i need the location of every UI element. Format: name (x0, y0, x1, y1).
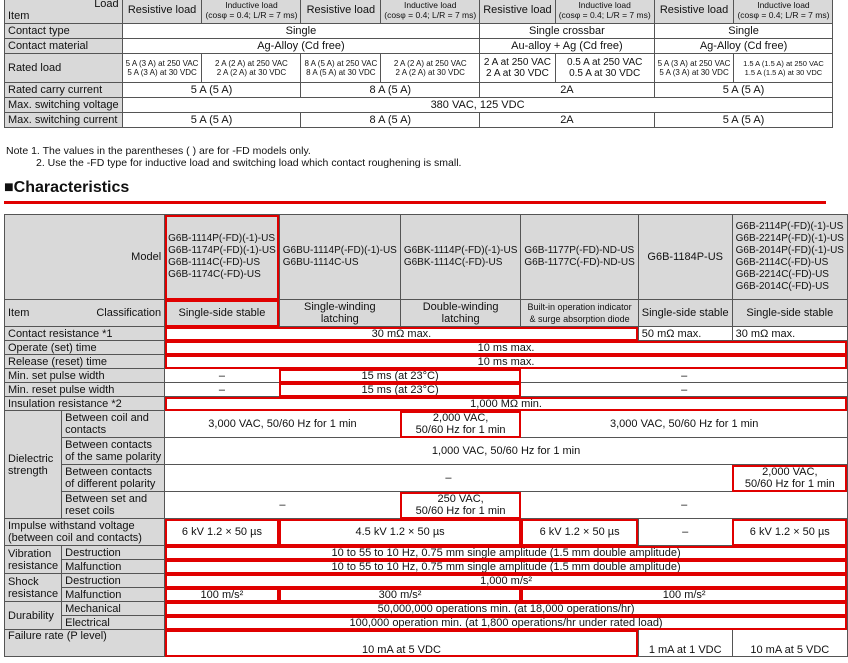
row-label: Max. switching current (5, 113, 123, 128)
cell (381, 54, 480, 83)
cell-line: 50/60 Hz for 1 min (744, 478, 835, 490)
cell (555, 54, 654, 83)
section-title: ■Characteristics (4, 179, 130, 196)
cell: 10 ms max. (165, 341, 848, 355)
impulse-row (5, 519, 848, 546)
note-2: 2. Use the -FD type for inductive load and switching load which contact roughening is small. (36, 157, 462, 169)
model-name: G6B-2214C(-FD)-US (735, 269, 829, 280)
model-cell-2 (279, 215, 400, 300)
cell-line: 2,000 VAC, (762, 466, 818, 478)
cell (202, 54, 301, 83)
row-label (5, 519, 165, 546)
cell-line: 2 A at 30 VDC (486, 68, 549, 79)
sub-label: Electrical (62, 616, 165, 630)
cell: – (165, 369, 280, 383)
cell: 10 mA at 5 VDC (732, 630, 847, 657)
cell: 30 mΩ max. (732, 327, 847, 341)
characteristics-table (4, 214, 848, 657)
cell: 3,000 VAC, 50/60 Hz for 1 min (165, 411, 401, 438)
cell: 1,000 MΩ min. (165, 397, 848, 411)
inductive-header (381, 0, 480, 24)
cell (301, 54, 381, 83)
model-cell-6 (732, 215, 847, 300)
cell: 8 A (5 A) (301, 83, 480, 98)
row-label-line: strength (8, 464, 48, 477)
row-label: Rated carry current (5, 83, 123, 98)
sub-label-line: reset coils (65, 505, 115, 517)
inductive-header-line1: Inductive load (578, 0, 631, 10)
classification-cell (279, 300, 400, 327)
resistive-header: Resistive load (480, 0, 555, 24)
note-1: Note 1. The values in the parentheses ( ) are for -FD models only. (6, 145, 311, 157)
cell: 5 A (5 A) (654, 83, 833, 98)
cell-line: 8 A (5 A) at 250 VAC (304, 59, 378, 68)
sub-label: Mechanical (62, 602, 165, 616)
dielectric-same-polarity-row (5, 438, 848, 465)
resistive-header: Resistive load (122, 0, 202, 24)
sub-label-line: Between contacts (65, 466, 152, 478)
release-time-row (5, 355, 848, 369)
cell: – (638, 519, 732, 546)
cell-line: 5 A (3 A) at 30 VDC (659, 68, 729, 77)
model-name: G6BU-1114C-US (282, 257, 359, 268)
cell: 8 A (5 A) (301, 113, 480, 128)
cell: 15 ms (at 23°C) (279, 369, 521, 383)
row-label: Contact material (5, 39, 123, 54)
cell (400, 492, 521, 519)
vibration-malfunction-row (5, 560, 848, 574)
classification-line: Single-winding (304, 301, 376, 313)
cell-line: 8 A (5 A) at 30 VDC (306, 68, 376, 77)
classification-header: Classification (96, 307, 162, 319)
min-set-pulse-row (5, 369, 848, 383)
row-label (5, 411, 62, 519)
cell: 3,000 VAC, 50/60 Hz for 1 min (521, 411, 848, 438)
cell: 1,000 VAC, 50/60 Hz for 1 min (165, 438, 848, 465)
model-name: G6B-1174P(-FD)(-1)-US (168, 245, 276, 256)
sub-label-line: Between set and (65, 493, 148, 505)
row-label: Failure rate (P level) (5, 630, 165, 657)
cell: – (165, 383, 280, 397)
model-name: G6B-2214P(-FD)(-1)-US (735, 233, 844, 244)
classification-cell: Single-side stable (732, 300, 847, 327)
row-label-line: resistance (8, 587, 59, 600)
cell: 380 VAC, 125 VDC (122, 98, 833, 113)
sub-label-line: Between contacts (65, 439, 152, 451)
cell-line: 2 A (2 A) at 250 VAC (215, 59, 288, 68)
classification-cell (521, 300, 638, 327)
resistive-header: Resistive load (301, 0, 381, 24)
cell: 50 mΩ max. (638, 327, 732, 341)
cell-line: 5 A (3 A) at 250 VAC (657, 59, 731, 68)
row-label-line: Shock (8, 575, 39, 588)
inductive-header-line1: Inductive load (225, 0, 278, 10)
cell: 1,000 m/s² (165, 574, 848, 588)
cell: 5 A (5 A) (122, 83, 301, 98)
cell (732, 465, 847, 492)
model-cell-5 (638, 215, 732, 300)
cell: 2A (480, 113, 654, 128)
classification-line: Double-winding (422, 301, 499, 313)
model-name: G6B-1184P-US (647, 251, 723, 263)
row-label: Operate (set) time (5, 341, 165, 355)
cell (400, 411, 521, 438)
sub-label: Destruction (62, 546, 165, 560)
cell-line: 2,000 VAC, (432, 412, 489, 424)
dielectric-diff-polarity-row (5, 465, 848, 492)
sub-label: Destruction (62, 574, 165, 588)
row-label-line: Dielectric (8, 452, 54, 465)
cell: 10 to 55 to 10 Hz, 0.75 mm single amplitude (1.5 mm double amplitude) (165, 560, 848, 574)
cell: Ag-Alloy (Cd free) (654, 39, 833, 54)
row-label-line: Impulse withstand voltage (8, 520, 135, 532)
sub-label (62, 438, 165, 465)
classification-line: latching (320, 313, 359, 325)
cell-line: 0.5 A at 30 VDC (569, 68, 641, 79)
row-label: Rated load (5, 54, 123, 83)
cell: – (521, 369, 848, 383)
cell: 15 ms (at 23°C) (279, 383, 521, 397)
cell (122, 54, 202, 83)
sub-label: Malfunction (62, 588, 165, 602)
cell: – (165, 465, 732, 492)
cell: 300 m/s² (279, 588, 521, 602)
cell: Single crossbar (480, 24, 654, 39)
sub-label (62, 411, 165, 438)
cell (734, 54, 833, 83)
classification-line: latching (441, 313, 480, 325)
sub-label-line: of the same polarity (65, 451, 162, 463)
cell: 2A (480, 83, 654, 98)
inductive-header-line2: (cosφ = 0.4; L/R = 7 ms) (737, 10, 830, 20)
cell-line: 2 A (2 A) at 30 VDC (216, 68, 287, 77)
cell-line: 1.5 A (1.5 A) at 250 VAC (743, 59, 824, 68)
row-label: Insulation resistance *2 (5, 397, 165, 411)
cell-line: 1.5 A (1.5 A) at 30 VDC (744, 68, 823, 77)
contacts-table (4, 0, 833, 128)
cell-line: 5 A (3 A) at 30 VDC (127, 68, 197, 77)
row-label: Durability (5, 602, 62, 630)
dielectric-coil-contacts-row (5, 411, 848, 438)
cell: Single (122, 24, 480, 39)
model-name: G6B-2114C(-FD)-US (735, 257, 829, 268)
row-label: Contact resistance *1 (5, 327, 165, 341)
cell: 50,000,000 operations min. (at 18,000 operations/hr) (165, 602, 848, 616)
inductive-header-line1: Inductive load (403, 0, 457, 10)
row-label (5, 574, 62, 602)
row-label-line: resistance (8, 559, 59, 572)
model-cell-1 (165, 215, 280, 300)
cell (480, 54, 555, 83)
cell-line: 50/60 Hz for 1 min (415, 505, 506, 517)
sub-label-line: of different polarity (65, 478, 156, 490)
item-header: Item (8, 10, 30, 22)
row-label-line: (between coil and contacts) (8, 532, 142, 544)
model-row (5, 215, 848, 300)
durability-electrical-row (5, 616, 848, 630)
classification-row (5, 300, 848, 327)
contact-resistance-row (5, 327, 848, 341)
min-reset-pulse-row (5, 383, 848, 397)
cell-line: 2 A (2 A) at 30 VDC (395, 68, 465, 77)
cell: 6 kV 1.2 × 50 µs (732, 519, 847, 546)
model-name: G6B-2014P(-FD)(-1)-US (735, 245, 844, 256)
row-label: Release (reset) time (5, 355, 165, 369)
model-name: G6B-1114P(-FD)(-1)-US (168, 233, 276, 244)
inductive-header (202, 0, 301, 24)
sub-label: Malfunction (62, 560, 165, 574)
cell: 1 mA at 1 VDC (638, 630, 732, 657)
cell: 10 ms max. (165, 355, 848, 369)
shock-destruction-row (5, 574, 848, 588)
section-divider (4, 201, 826, 204)
model-name: G6B-1177P(-FD)-ND-US (524, 245, 635, 256)
cell: 4.5 kV 1.2 × 50 µs (279, 519, 521, 546)
cell: 10 to 55 to 10 Hz, 0.75 mm single amplitude (1.5 mm double amplitude) (165, 546, 848, 560)
classification-cell: Single-side stable (165, 300, 280, 327)
contacts-header-row (5, 0, 833, 24)
failure-rate-row (5, 630, 848, 657)
rated-load-row (5, 54, 833, 83)
cell: 100,000 operation min. (at 1,800 operations/hr under rated load) (165, 616, 848, 630)
model-name: G6B-1114C(-FD)-US (168, 257, 261, 268)
model-name: G6B-2014C(-FD)-US (735, 281, 829, 292)
cell: 30 mΩ max. (165, 327, 639, 341)
sub-label (62, 492, 165, 519)
model-cell-3 (400, 215, 521, 300)
cell: 100 m/s² (165, 588, 280, 602)
item-header: Item (8, 307, 30, 319)
model-name: G6B-1174C(-FD)-US (168, 269, 261, 280)
model-name: G6BK-1114C(-FD)-US (403, 257, 503, 268)
cell: Single (654, 24, 833, 39)
inductive-header (555, 0, 654, 24)
row-label-line: Vibration (8, 547, 52, 560)
cell-line: 2 A at 250 VAC (483, 57, 551, 68)
model-name: G6BK-1114P(-FD)(-1)-US (403, 245, 518, 256)
cell-line: 50/60 Hz for 1 min (415, 424, 506, 436)
rated-carry-current-row (5, 83, 833, 98)
row-label: Max. switching voltage (5, 98, 123, 113)
cell: – (165, 492, 401, 519)
max-switching-current-row (5, 113, 833, 128)
insulation-resistance-row (5, 397, 848, 411)
cell: – (521, 383, 848, 397)
cell: 5 A (5 A) (654, 113, 833, 128)
contact-type-row (5, 24, 833, 39)
classification-line: Built-in operation indicator (527, 302, 632, 312)
dielectric-set-reset-row (5, 492, 848, 519)
item-classification-header (5, 300, 165, 327)
cell (654, 54, 734, 83)
row-label (5, 546, 62, 574)
row-label: Min. set pulse width (5, 369, 165, 383)
cell: 100 m/s² (521, 588, 848, 602)
cell-line: 5 A (3 A) at 250 VAC (125, 59, 199, 68)
sub-label-line: Between coil and (65, 412, 149, 424)
resistive-header: Resistive load (654, 0, 734, 24)
model-cell-4 (521, 215, 638, 300)
cell: Au-alloy + Ag (Cd free) (480, 39, 654, 54)
sub-label (62, 465, 165, 492)
operate-time-row (5, 341, 848, 355)
shock-malfunction-row (5, 588, 848, 602)
cell-line: 250 VAC, (437, 493, 484, 505)
model-name: G6BU-1114P(-FD)(-1)-US (282, 245, 397, 256)
inductive-header (734, 0, 833, 24)
cell: 5 A (5 A) (122, 113, 301, 128)
vibration-destruction-row (5, 546, 848, 560)
cell: 6 kV 1.2 × 50 µs (165, 519, 280, 546)
cell-line: 0.5 A at 250 VAC (566, 57, 643, 68)
cell: 10 mA at 5 VDC (165, 630, 639, 657)
classification-cell (400, 300, 521, 327)
classification-line: & surge absorption diode (529, 314, 630, 324)
classification-cell: Single-side stable (638, 300, 732, 327)
inductive-header-line2: (cosφ = 0.4; L/R = 7 ms) (558, 10, 651, 20)
notes (6, 145, 461, 169)
inductive-header-line1: Inductive load (757, 0, 810, 10)
cell-line: 2 A (2 A) at 250 VAC (393, 59, 467, 68)
cell: – (521, 492, 848, 519)
row-label: Contact type (5, 24, 123, 39)
max-switching-voltage-row (5, 98, 833, 113)
model-name: G6B-2114P(-FD)(-1)-US (735, 221, 844, 232)
contact-material-row (5, 39, 833, 54)
cell: 6 kV 1.2 × 50 µs (521, 519, 638, 546)
item-load-header (5, 0, 123, 24)
inductive-header-line2: (cosφ = 0.4; L/R = 7 ms) (205, 10, 298, 20)
load-header: Load (94, 0, 119, 10)
model-name: G6B-1177C(-FD)-ND-US (524, 257, 635, 268)
durability-mechanical-row (5, 602, 848, 616)
cell: Ag-Alloy (Cd free) (122, 39, 480, 54)
sub-label-line: contacts (65, 424, 107, 436)
row-label: Min. reset pulse width (5, 383, 165, 397)
model-header: Model (5, 215, 165, 300)
inductive-header-line2: (cosφ = 0.4; L/R = 7 ms) (384, 10, 477, 20)
